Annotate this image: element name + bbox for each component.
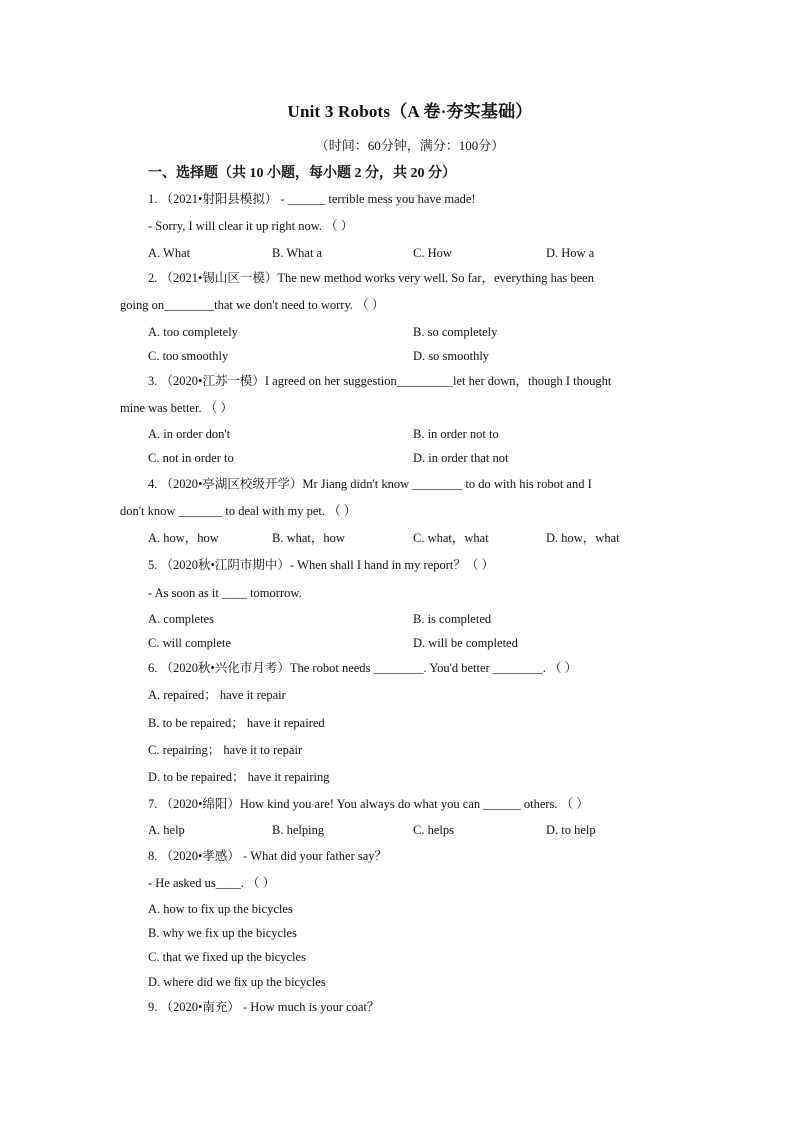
question-4-stem-cont: don't know _______ to deal with my pet. （ ） xyxy=(120,504,357,518)
question-1-option-a: A. What xyxy=(148,246,191,260)
question-5-option-c: C. will complete xyxy=(148,636,231,650)
question-3-option-b: B. in order not to xyxy=(413,427,499,441)
question-3-option-d: D. in order that not xyxy=(413,451,509,465)
question-5-option-a: A. completes xyxy=(148,612,214,626)
question-2-stem: 2. （2021•锡山区一模）The new method works very well. So far，everything has been xyxy=(148,271,594,285)
question-1-option-c: C. How xyxy=(413,246,452,260)
question-3-stem: 3. （2020•江苏一模）I agreed on her suggestion_________let her down，though I thought xyxy=(148,374,612,388)
question-1-option-d: D. How a xyxy=(546,246,595,260)
question-1-stem: 1. （2021•射阳县模拟） - ______ terrible mess you have made! xyxy=(148,192,476,206)
question-7-stem: 7. （2020•绵阳）How kind you are! You always do what you can ______ others. （ ） xyxy=(148,797,589,811)
question-2-option-c: C. too smoothly xyxy=(148,349,229,363)
question-6-stem: 6. （2020秋•兴化市月考）The robot needs ________. You'd better ________. （ ） xyxy=(148,661,578,675)
question-5-reply: - As soon as it ____ tomorrow. xyxy=(148,586,302,600)
question-1-reply: - Sorry, I will clear it up right now. （ ） xyxy=(148,219,354,233)
question-4-option-b: B. what，how xyxy=(272,531,345,545)
question-3-stem-cont: mine was better. （ ） xyxy=(120,401,233,415)
question-5-stem: 5. （2020秋•江阴市期中）- When shall I hand in my report？（ ） xyxy=(148,558,494,572)
question-8-option-b: B. why we fix up the bicycles xyxy=(148,926,297,940)
question-4-option-a: A. how，how xyxy=(148,531,219,545)
question-8-option-d: D. where did we fix up the bicycles xyxy=(148,975,326,989)
question-4-stem: 4. （2020•亭湖区校级开学）Mr Jiang didn't know ________ to do with his robot and I xyxy=(148,477,592,491)
question-4-option-d: D. how，what xyxy=(546,531,620,545)
page-subtitle: （时间：60分钟，满分：100分） xyxy=(315,138,505,153)
question-8-stem: 8. （2020•孝感） - What did your father say？ xyxy=(148,849,388,863)
question-7-option-b: B. helping xyxy=(272,823,325,837)
question-2-option-b: B. so completely xyxy=(413,325,498,339)
question-4-option-c: C. what，what xyxy=(413,531,489,545)
question-1-option-b: B. What a xyxy=(272,246,323,260)
question-2-stem-cont: going on________that we don't need to worry. （ ） xyxy=(120,298,385,312)
question-7-option-a: A. help xyxy=(148,823,185,837)
question-8-option-c: C. that we fixed up the bicycles xyxy=(148,950,306,964)
question-5-option-d: D. will be completed xyxy=(413,636,518,650)
question-3-option-a: A. in order don't xyxy=(148,427,231,441)
section-heading: 一、选择题（共 10 小题，每小题 2 分，共 20 分） xyxy=(148,166,456,181)
question-6-option-a: A. repaired； have it repair xyxy=(148,688,286,702)
question-7-option-d: D. to help xyxy=(546,823,596,837)
question-6-option-c: C. repairing； have it to repair xyxy=(148,743,303,757)
question-3-option-c: C. not in order to xyxy=(148,451,234,465)
question-6-option-d: D. to be repaired； have it repairing xyxy=(148,770,330,784)
question-2-option-a: A. too completely xyxy=(148,325,238,339)
question-8-reply: - He asked us____. （ ） xyxy=(148,876,276,890)
question-8-option-a: A. how to fix up the bicycles xyxy=(148,902,293,916)
page-title: Unit 3 Robots（A 卷·夯实基础） xyxy=(287,102,533,121)
question-6-option-b: B. to be repaired； have it repaired xyxy=(148,716,325,730)
question-2-option-d: D. so smoothly xyxy=(413,349,490,363)
question-5-option-b: B. is completed xyxy=(413,612,492,626)
question-7-option-c: C. helps xyxy=(413,823,454,837)
question-9-stem: 9. （2020•南充） - How much is your coat？ xyxy=(148,1000,380,1014)
